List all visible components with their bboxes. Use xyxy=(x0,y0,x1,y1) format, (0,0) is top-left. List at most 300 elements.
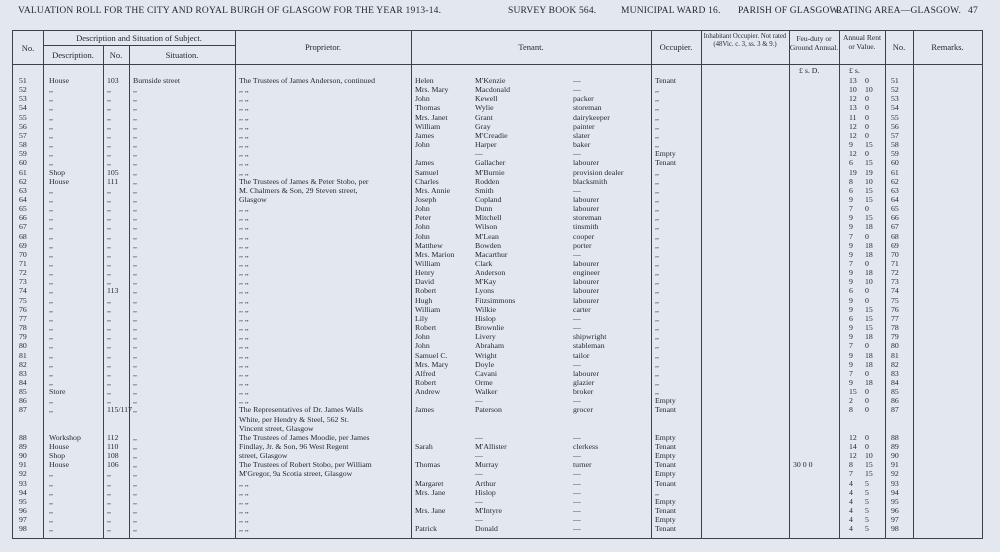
row-rent-pounds: 2 xyxy=(849,396,853,406)
table-row xyxy=(13,324,982,333)
row-tenant-forename: John xyxy=(415,332,430,342)
row-street-number: ,, xyxy=(107,295,111,305)
row-proprietor: ,, ,, xyxy=(239,167,249,177)
row-rent-shillings: 18 xyxy=(865,249,873,259)
row-proprietor: ,, ,, xyxy=(239,304,249,314)
row-occupier: ,, xyxy=(655,350,659,360)
row-rent-shillings: 15 xyxy=(865,140,873,150)
row-occupier: ,, xyxy=(655,304,659,314)
row-tenant-surname: Livery xyxy=(475,332,496,342)
row-tenant-forename: Charles xyxy=(415,176,439,186)
row-tenant-occupation: clerkess xyxy=(573,442,599,451)
row-description: House xyxy=(49,76,69,85)
row-tenant-occupation: tailor xyxy=(573,350,590,360)
row-number-right: 51 xyxy=(891,76,899,85)
row-number-right: 58 xyxy=(891,140,899,150)
row-number: 83 xyxy=(19,368,27,378)
row-street-number: ,, xyxy=(107,313,111,323)
row-occupier: ,, xyxy=(655,231,659,241)
col-no: No. xyxy=(21,43,35,53)
row-situation: ,, xyxy=(133,341,137,351)
row-street-number: ,, xyxy=(107,506,111,516)
rent-units: £ s. xyxy=(849,66,860,75)
row-street-number: 105 xyxy=(107,167,119,177)
row-rent-pounds: 9 xyxy=(849,277,853,287)
row-number-right: 72 xyxy=(891,268,899,278)
row-occupier: ,, xyxy=(655,286,659,296)
row-description: ,, xyxy=(49,103,53,113)
row-number-right: 97 xyxy=(891,515,899,525)
feu-units: £ s. D. xyxy=(799,66,820,75)
table-row xyxy=(13,95,982,104)
row-street-number: 106 xyxy=(107,460,119,470)
row-tenant-occupation: — xyxy=(573,496,581,506)
row-rent-pounds: 13 xyxy=(849,76,857,85)
row-rent-pounds: 4 xyxy=(849,515,853,525)
row-tenant-surname: Walker xyxy=(475,387,498,397)
row-occupier: ,, xyxy=(655,377,659,387)
units-row xyxy=(13,67,982,76)
page-header xyxy=(18,6,984,22)
row-tenant-surname: Abraham xyxy=(475,341,505,351)
row-rent-shillings: 15 xyxy=(865,194,873,204)
row-number: 73 xyxy=(19,277,27,287)
col-feu: Feu-duty or Ground Annual. xyxy=(789,34,839,52)
row-street-number: ,, xyxy=(107,268,111,278)
col-description: Description. xyxy=(52,50,94,60)
row-tenant-surname: — xyxy=(475,396,483,406)
row-rent-pounds: 4 xyxy=(849,478,853,488)
row-tenant-occupation: — xyxy=(573,432,581,442)
row-tenant-surname: Wilkie xyxy=(475,304,496,314)
row-number-right: 79 xyxy=(891,332,899,342)
row-rent-pounds: 8 xyxy=(849,460,853,470)
col-occupier: Occupier. xyxy=(659,42,693,52)
row-street-number: ,, xyxy=(107,304,111,314)
row-situation: ,, xyxy=(133,496,137,506)
col-no2: No. xyxy=(109,50,123,60)
row-situation: ,, xyxy=(133,286,137,296)
row-situation: ,, xyxy=(133,130,137,140)
row-number-right: 90 xyxy=(891,451,899,461)
row-tenant-surname: Smith xyxy=(475,185,494,195)
row-occupier: ,, xyxy=(655,130,659,140)
row-occupier: ,, xyxy=(655,323,659,333)
row-description: ,, xyxy=(49,524,53,534)
row-occupier: ,, xyxy=(655,368,659,378)
row-tenant-occupation: — xyxy=(573,359,581,369)
row-description: ,, xyxy=(49,194,53,204)
table-row xyxy=(13,443,982,452)
row-tenant-forename: Hugh xyxy=(415,295,433,305)
row-tenant-forename: Sarah xyxy=(415,442,433,451)
row-proprietor: The Trustees of Robert Stobo, per William xyxy=(239,460,372,470)
row-rent-pounds: 12 xyxy=(849,451,857,461)
row-number-right: 98 xyxy=(891,524,899,534)
row-street-number: ,, xyxy=(107,121,111,131)
col-situation: Situation. xyxy=(165,50,199,60)
row-tenant-occupation: stableman xyxy=(573,341,605,351)
row-tenant-forename: Mrs. Jane xyxy=(415,487,446,497)
row-number: 56 xyxy=(19,121,27,131)
page-number: 47 xyxy=(968,6,978,16)
row-description: ,, xyxy=(49,377,53,387)
row-tenant-forename: Andrew xyxy=(415,387,441,397)
row-description: ,, xyxy=(49,85,53,95)
row-rent-shillings: 0 xyxy=(865,442,869,451)
row-number-right: 55 xyxy=(891,112,899,122)
row-rent-shillings: 0 xyxy=(865,432,869,442)
row-tenant-occupation: labourer xyxy=(573,158,599,168)
row-tenant-surname: Donald xyxy=(475,524,498,534)
row-street-number: 103 xyxy=(107,76,119,85)
row-street-number: ,, xyxy=(107,387,111,397)
row-tenant-occupation: turner xyxy=(573,460,592,470)
row-rent-pounds: 12 xyxy=(849,432,857,442)
row-street-number: ,, xyxy=(107,231,111,241)
row-rent-pounds: 4 xyxy=(849,487,853,497)
row-occupier: Tenant xyxy=(655,506,677,516)
row-tenant-occupation: cooper xyxy=(573,231,595,241)
row-description: ,, xyxy=(49,295,53,305)
row-tenant-surname: Lyons xyxy=(475,286,495,296)
row-occupier: ,, xyxy=(655,103,659,113)
parish: PARISH OF GLASGOW. xyxy=(738,6,841,16)
row-rent-shillings: 15 xyxy=(865,304,873,314)
row-description: ,, xyxy=(49,149,53,159)
row-number: 96 xyxy=(19,506,27,516)
row-rent-shillings: 5 xyxy=(865,506,869,516)
row-situation: ,, xyxy=(133,451,137,461)
row-number: 51 xyxy=(19,76,27,85)
row-proprietor: ,, ,, xyxy=(239,103,249,113)
row-rent-pounds: 9 xyxy=(849,268,853,278)
row-description: ,, xyxy=(49,213,53,223)
table-row xyxy=(13,342,982,351)
table-row xyxy=(13,507,982,516)
row-occupier: ,, xyxy=(655,85,659,95)
row-proprietor: ,, ,, xyxy=(239,140,249,150)
row-proprietor: ,, ,, xyxy=(239,249,249,259)
row-situation: ,, xyxy=(133,259,137,268)
row-occupier: Tenant xyxy=(655,405,677,415)
row-number: 90 xyxy=(19,451,27,461)
row-description: ,, xyxy=(49,405,53,415)
roll-table xyxy=(12,30,983,539)
row-occupier: Empty xyxy=(655,149,676,159)
row-description: ,, xyxy=(49,286,53,296)
row-situation: ,, xyxy=(133,112,137,122)
row-number: 86 xyxy=(19,396,27,406)
row-street-number: ,, xyxy=(107,222,111,232)
row-occupier: ,, xyxy=(655,359,659,369)
row-number: 81 xyxy=(19,350,27,360)
row-occupier: ,, xyxy=(655,313,659,323)
row-situation: ,, xyxy=(133,231,137,241)
row-rent-shillings: 0 xyxy=(865,130,869,140)
row-number-right: 85 xyxy=(891,387,899,397)
row-tenant-surname: M'Allister xyxy=(475,442,507,451)
row-tenant-occupation: packer xyxy=(573,94,594,104)
row-number: 94 xyxy=(19,487,27,497)
row-number-right: 94 xyxy=(891,487,899,497)
row-number: 78 xyxy=(19,323,27,333)
row-description: ,, xyxy=(49,350,53,360)
col-no3: No. xyxy=(892,42,906,52)
row-number: 57 xyxy=(19,130,27,140)
row-rent-shillings: 15 xyxy=(865,469,873,479)
row-street-number: ,, xyxy=(107,377,111,387)
row-number-right: 59 xyxy=(891,149,899,159)
row-street-number: ,, xyxy=(107,158,111,168)
row-occupier: ,, xyxy=(655,204,659,214)
row-situation: ,, xyxy=(133,506,137,516)
row-tenant-occupation: labourer xyxy=(573,194,599,204)
row-number: 89 xyxy=(19,442,27,451)
row-tenant-occupation: broker xyxy=(573,387,594,397)
row-tenant-surname: Harper xyxy=(475,140,497,150)
row-situation: ,, xyxy=(133,350,137,360)
row-situation: ,, xyxy=(133,185,137,195)
col-inhabitant: Inhabitant Occupier. Not rated (48Vic. c. 3, ss. 3 & 9.) xyxy=(703,33,787,48)
row-tenant-forename: John xyxy=(415,341,430,351)
roll-title: VALUATION ROLL FOR THE CITY AND ROYAL BURGH OF GLASGOW FOR THE YEAR 1913-14. xyxy=(18,6,442,16)
row-street-number: 113 xyxy=(107,286,119,296)
row-rent-shillings: 15 xyxy=(865,460,873,470)
row-rent-shillings: 10 xyxy=(865,176,873,186)
row-proprietor: ,, ,, xyxy=(239,350,249,360)
row-tenant-occupation: blacksmith xyxy=(573,176,608,186)
row-number-right: 73 xyxy=(891,277,899,287)
row-proprietor: street, Glasgow xyxy=(239,451,288,461)
row-situation: ,, xyxy=(133,240,137,250)
row-tenant-forename: Matthew xyxy=(415,240,443,250)
row-occupier: Tenant xyxy=(655,524,677,534)
row-rent-pounds: 15 xyxy=(849,387,857,397)
row-rent-pounds: 7 xyxy=(849,231,853,241)
row-number: 74 xyxy=(19,286,27,296)
row-proprietor: M. Chalmers & Son, 29 Steven street, xyxy=(239,185,358,195)
row-situation: ,, xyxy=(133,194,137,204)
row-description: ,, xyxy=(49,487,53,497)
table-row xyxy=(13,406,982,415)
row-occupier: ,, xyxy=(655,222,659,232)
row-rent-shillings: 5 xyxy=(865,496,869,506)
row-occupier: ,, xyxy=(655,341,659,351)
table-row xyxy=(13,461,982,470)
row-situation: ,, xyxy=(133,121,137,131)
row-number: 92 xyxy=(19,469,27,479)
row-rent-pounds: 9 xyxy=(849,140,853,150)
row-street-number: 115/117 xyxy=(107,405,132,415)
row-description: Shop xyxy=(49,167,66,177)
row-description: Shop xyxy=(49,451,66,461)
row-number: 98 xyxy=(19,524,27,534)
row-tenant-forename: John xyxy=(415,94,430,104)
row-situation: ,, xyxy=(133,213,137,223)
row-situation: ,, xyxy=(133,103,137,113)
row-description: ,, xyxy=(49,359,53,369)
row-situation: ,, xyxy=(133,396,137,406)
row-description: ,, xyxy=(49,240,53,250)
row-rent-shillings: 0 xyxy=(865,286,869,296)
row-tenant-forename: Henry xyxy=(415,268,435,278)
row-rent-pounds: 9 xyxy=(849,194,853,204)
row-tenant-forename: David xyxy=(415,277,435,287)
row-proprietor: Findlay, Jr. & Son, 96 West Regent xyxy=(239,442,349,451)
row-street-number: ,, xyxy=(107,487,111,497)
row-occupier: ,, xyxy=(655,487,659,497)
row-occupier: Empty xyxy=(655,451,676,461)
row-tenant-occupation: tinsmith xyxy=(573,222,599,232)
municipal-ward: MUNICIPAL WARD 16. xyxy=(621,6,721,16)
row-number-right: 71 xyxy=(891,259,899,268)
row-street-number: ,, xyxy=(107,323,111,333)
table-row xyxy=(13,114,982,123)
row-description: ,, xyxy=(49,313,53,323)
row-tenant-occupation: storeman xyxy=(573,103,602,113)
row-tenant-surname: M'Creadie xyxy=(475,130,508,140)
row-number-right: 60 xyxy=(891,158,899,168)
row-occupier: Tenant xyxy=(655,442,677,451)
row-tenant-forename: Samuel xyxy=(415,167,439,177)
row-number-right: 80 xyxy=(891,341,899,351)
row-occupier: ,, xyxy=(655,112,659,122)
row-rent-pounds: 9 xyxy=(849,304,853,314)
table-row xyxy=(13,278,982,287)
row-proprietor: ,, ,, xyxy=(239,496,249,506)
table-row xyxy=(13,489,982,498)
row-street-number: ,, xyxy=(107,368,111,378)
row-street-number: 108 xyxy=(107,451,119,461)
row-tenant-occupation: — xyxy=(573,149,581,159)
row-tenant-occupation: — xyxy=(573,478,581,488)
row-rent-shillings: 0 xyxy=(865,396,869,406)
row-tenant-forename: Robert xyxy=(415,377,437,387)
row-proprietor: ,, ,, xyxy=(239,396,249,406)
table-row xyxy=(13,178,982,187)
row-description: House xyxy=(49,176,69,186)
row-proprietor: The Representatives of Dr. James Walls xyxy=(239,405,363,415)
row-number: 58 xyxy=(19,140,27,150)
row-tenant-surname: Bowden xyxy=(475,240,501,250)
row-tenant-occupation: labourer xyxy=(573,286,599,296)
row-street-number: ,, xyxy=(107,249,111,259)
row-description: Workshop xyxy=(49,432,81,442)
row-situation: ,, xyxy=(133,387,137,397)
row-proprietor: ,, ,, xyxy=(239,377,249,387)
row-situation: ,, xyxy=(133,460,137,470)
row-rent-shillings: 18 xyxy=(865,377,873,387)
row-tenant-occupation: dairykeeper xyxy=(573,112,610,122)
row-tenant-surname: — xyxy=(475,496,483,506)
row-rent-pounds: 12 xyxy=(849,149,857,159)
row-street-number: ,, xyxy=(107,524,111,534)
row-tenant-surname: Mitchell xyxy=(475,213,502,223)
row-proprietor: ,, ,, xyxy=(239,158,249,168)
row-number: 52 xyxy=(19,85,27,95)
table-row xyxy=(13,141,982,150)
row-proprietor: ,, ,, xyxy=(239,231,249,241)
row-number: 71 xyxy=(19,259,27,268)
row-situation: ,, xyxy=(133,149,137,159)
row-tenant-forename: Samuel C. xyxy=(415,350,448,360)
row-number-right: 86 xyxy=(891,396,899,406)
row-rent-pounds: 4 xyxy=(849,506,853,516)
row-proprietor: The Trustees of James & Peter Stobo, per xyxy=(239,176,369,186)
row-number: 72 xyxy=(19,268,27,278)
row-description: ,, xyxy=(49,368,53,378)
row-situation: ,, xyxy=(133,487,137,497)
row-description: Store xyxy=(49,387,66,397)
row-number-right: 53 xyxy=(891,94,899,104)
row-rent-pounds: 13 xyxy=(849,103,857,113)
row-rent-shillings: 15 xyxy=(865,313,873,323)
row-tenant-occupation: glazier xyxy=(573,377,595,387)
row-proprietor: ,, ,, xyxy=(239,387,249,397)
row-number-right: 74 xyxy=(891,286,899,296)
row-number: 54 xyxy=(19,103,27,113)
row-proprietor: ,, ,, xyxy=(239,313,249,323)
row-number-right: 64 xyxy=(891,194,899,204)
row-proprietor: The Trustees of James Moodie, per James xyxy=(239,432,370,442)
row-street-number: ,, xyxy=(107,240,111,250)
row-tenant-surname: — xyxy=(475,432,483,442)
row-number-right: 87 xyxy=(891,405,899,415)
row-occupier: Empty xyxy=(655,432,676,442)
row-tenant-forename: James xyxy=(415,158,435,168)
row-occupier: Tenant xyxy=(655,478,677,488)
row-tenant-forename: John xyxy=(415,231,430,241)
table-row xyxy=(13,306,982,315)
row-rent-pounds: 7 xyxy=(849,368,853,378)
row-rent-pounds: 9 xyxy=(849,213,853,223)
row-tenant-forename: James xyxy=(415,405,435,415)
row-rent-pounds: 9 xyxy=(849,377,853,387)
row-situation: ,, xyxy=(133,176,137,186)
row-tenant-forename: Mrs. Janet xyxy=(415,112,448,122)
row-description: ,, xyxy=(49,249,53,259)
row-tenant-forename: Mrs. Mary xyxy=(415,359,449,369)
row-tenant-occupation: — xyxy=(573,323,581,333)
row-tenant-surname: Doyle xyxy=(475,359,495,369)
row-number: 82 xyxy=(19,359,27,369)
row-occupier: ,, xyxy=(655,167,659,177)
row-number: 64 xyxy=(19,194,27,204)
row-situation: ,, xyxy=(133,94,137,104)
row-situation: ,, xyxy=(133,515,137,525)
row-number: 60 xyxy=(19,158,27,168)
row-number-right: 81 xyxy=(891,350,899,360)
row-number: 75 xyxy=(19,295,27,305)
row-street-number: ,, xyxy=(107,204,111,214)
row-rent-shillings: 0 xyxy=(865,103,869,113)
row-proprietor: ,, ,, xyxy=(239,94,249,104)
row-tenant-occupation: baker xyxy=(573,140,591,150)
row-proprietor: ,, ,, xyxy=(239,286,249,296)
row-number-right: 57 xyxy=(891,130,899,140)
row-proprietor: ,, ,, xyxy=(239,112,249,122)
row-tenant-surname: M'Intyre xyxy=(475,506,502,516)
row-rent-shillings: 18 xyxy=(865,222,873,232)
row-occupier: ,, xyxy=(655,194,659,204)
row-proprietor: ,, ,, xyxy=(239,506,249,516)
row-proprietor: M'Gregor, 9a Scotia street, Glasgow xyxy=(239,469,353,479)
row-rent-pounds: 6 xyxy=(849,286,853,296)
row-situation: Burnside street xyxy=(133,76,180,85)
row-proprietor: ,, ,, xyxy=(239,204,249,214)
row-occupier: Tenant xyxy=(655,460,677,470)
